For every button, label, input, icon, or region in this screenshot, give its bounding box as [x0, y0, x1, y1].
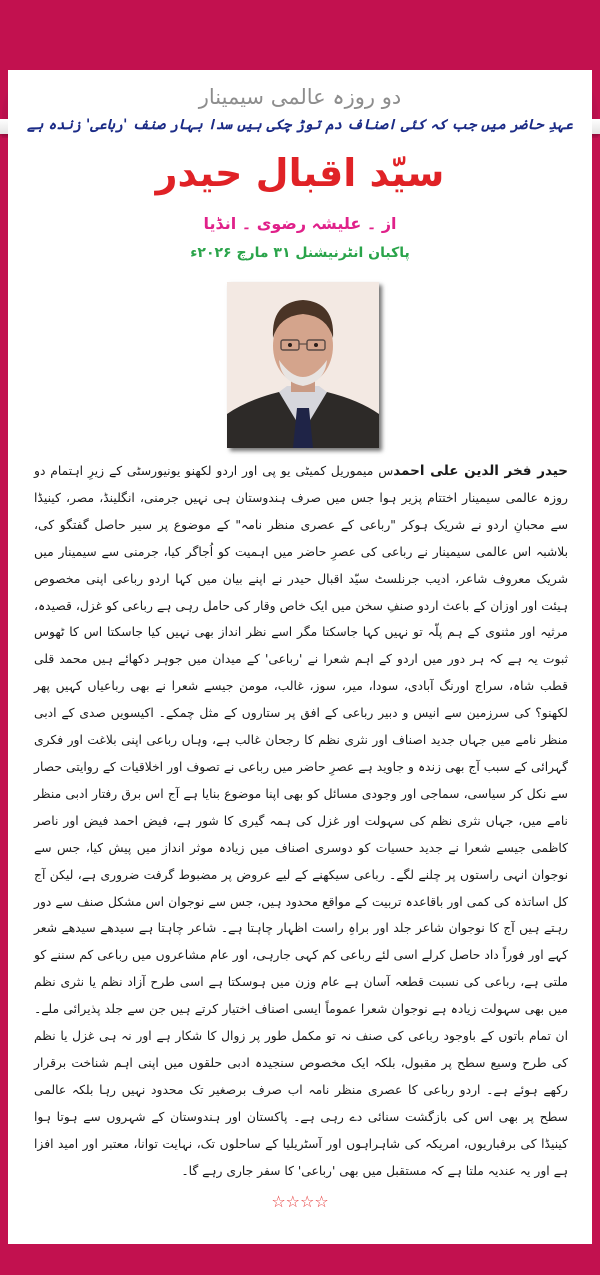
article-lead: حیدر فخر الدین علی احمد — [393, 463, 568, 479]
end-mark-stars: ☆☆☆☆ — [271, 1192, 329, 1212]
publication-dateline: پاکبان انٹرنیشنل ۳۱ مارچ ۲۰۲۶ء — [190, 245, 410, 261]
photo-container — [8, 282, 592, 458]
article-panel — [8, 70, 592, 1244]
article-body — [34, 458, 568, 1184]
author-byline: از ۔ علیشہ رضوی ۔ انڈیا — [203, 214, 397, 233]
article-title: سیّد اقبال حیدر — [155, 151, 445, 195]
portrait-photo — [227, 282, 379, 448]
bottom-border — [0, 1244, 600, 1275]
kicker-heading: دو روزہ عالمی سیمینار — [198, 85, 402, 109]
portrait-photo-icon — [227, 282, 379, 448]
article-paragraph — [34, 458, 568, 1184]
subheadline: عہدِ حاضر میں جب کہ کئی اصناف دم توڑ چکی ہیں سدا بہار صنف 'رباعی' زندہ ہے — [27, 117, 573, 133]
article-paragraph-text: س میموریل کمیٹی یو پی اور اردو لکھنو یونیورسٹی کے زیرِ اہتمام دو روزہ عالمی سیمینار اختتام پزیر ہوا جس میں صرف ہندوستان ہی نہیں جرمنی، انگلینڈ، مصر، کینیڈا سے محبانِ اردو نے شریک ہوکر "رباعی کے عصری منظر نامہ" کے موضوع پر سیر حاصل گفتگو کی، بلاشبہ اس عالمی سیمینار نے رباعی کی عصرِ حاضر میں اہمیت کو اُجاگر کیا، جرمنی سے سیمینار میں شریک معروف شاعر، ادیب جرنلسٹ سیّد اقبال حیدر نے اپنے بیان میں کہا اردو رباعی اپنی مخصوص ہیئت اور اوزان کے باعث اردو صنفِ سخن میں ایک خاص وقار کی حامل رہی ہے رباعی کو غزل، قصیدہ، مرثیہ اور مثنوی کے ہم پلّہ تو نہیں کہا جاسکتا مگر اسے نظر انداز بھی نہیں کیا جاسکتا اس کا ٹھوس ثبوت یہ ہے کہ ہر دور میں اردو کے اہم شعرا نے 'رباعی' کے میدان میں جوہر دکھائے ہیں محمد قلی قطب شاہ، سراج اورنگ آبادی، سودا، میر، سوز، غالب، مومن جیسے شعرا نے بھی رباعیاں کہیں پھر لکھنو؟ کی سرزمین سے انیس و دبیر رباعی کے افق پر ستاروں کے مثل چمکے۔ اکیسویں صدی کے ادبی منظر نامے میں جہاں جدید اصناف اور نثری نظم کا رجحان غالب ہے، وہاں رباعی اپنی بلاغت اور فکری گہرائی کے سبب آج بھی زندہ و جاوید ہے عصرِ حاضر میں رباعی نے تصوف اور اخلاقیات کے روایتی حصار سے نکل کر سیاسی، سماجی اور وجودی مسائل کو بھی اپنا موضوع بنایا ہے آج اس برق رفتار ادبی منظر نامے میں، جہاں نثری نظم کی سہولت اور غزل کی ہمہ گیری کا شور ہے، فیض احمد فیض اور ناصر کاظمی جیسے شعرا نے جدید حسیات کو دوسری اصناف میں زیادہ موثر انداز میں پیش کیا، جس سے نوجوان انہی راستوں پر چلنے لگے۔ رباعی سیکھنے کے لیے عروض پر مضبوط گرفت ضروری ہے، لیکن آج کل اساتذہ کی کمی اور باقاعدہ تربیت کے مواقع محدود ہیں، جس سے نوجوان اس مشکل صنف سے دور رہتے ہیں آج کا نوجوان شاعر جلد اور براہِ راست اظہار چاہتا ہے۔ شاعر چاہتا ہے سیدھے سیدھے شعر کہے اور فوراً داد حاصل کرلے اسی لئے رباعی کم کہی جارہی، اور عام مشاعروں میں رباعی کم سننے کو ملتی ہے، رباعی کی نسبت قطعہ آسان ہے عام وزن میں ہوسکتا ہے اسی طرح آزاد نظم یا نثری نظم میں بھی سہولت زیادہ ہے نوجوان شعرا عموماً ایسی اصناف اختیار کرتے ہیں جن سے جلد پذیرائی ملے۔ ان تمام باتوں کے باوجود رباعی کی صنف نہ تو مکمل طور پر زوال کا شکار ہے اور نہ ہی غزل یا نظم کی طرح وسیع سطح پر مقبول، بلکہ ایک مخصوص سنجیدہ ادبی حلقوں میں اپنی اہم شناخت برقرار رکھے ہوئے ہے۔ اردو رباعی کا عصری منظر نامہ اب صرف برصغیر تک محدود نہیں رہا بلکہ عالمی سطح پر بھی اس کی بازگشت سنائی دے رہی ہے۔ پاکستان اور ہندوستان کے شہروں سے ہوتا ہوا کینیڈا کی برفباریوں، امریکہ کی شاہراہوں اور آسٹریلیا کے ساحلوں تک، نہایت توانا، معتبر اور امید افزا ہے اور یہ عندیہ ملتا ہے کہ مستقبل میں بھی 'رباعی' کا سفر جاری رہے گا۔ — [34, 464, 568, 1178]
